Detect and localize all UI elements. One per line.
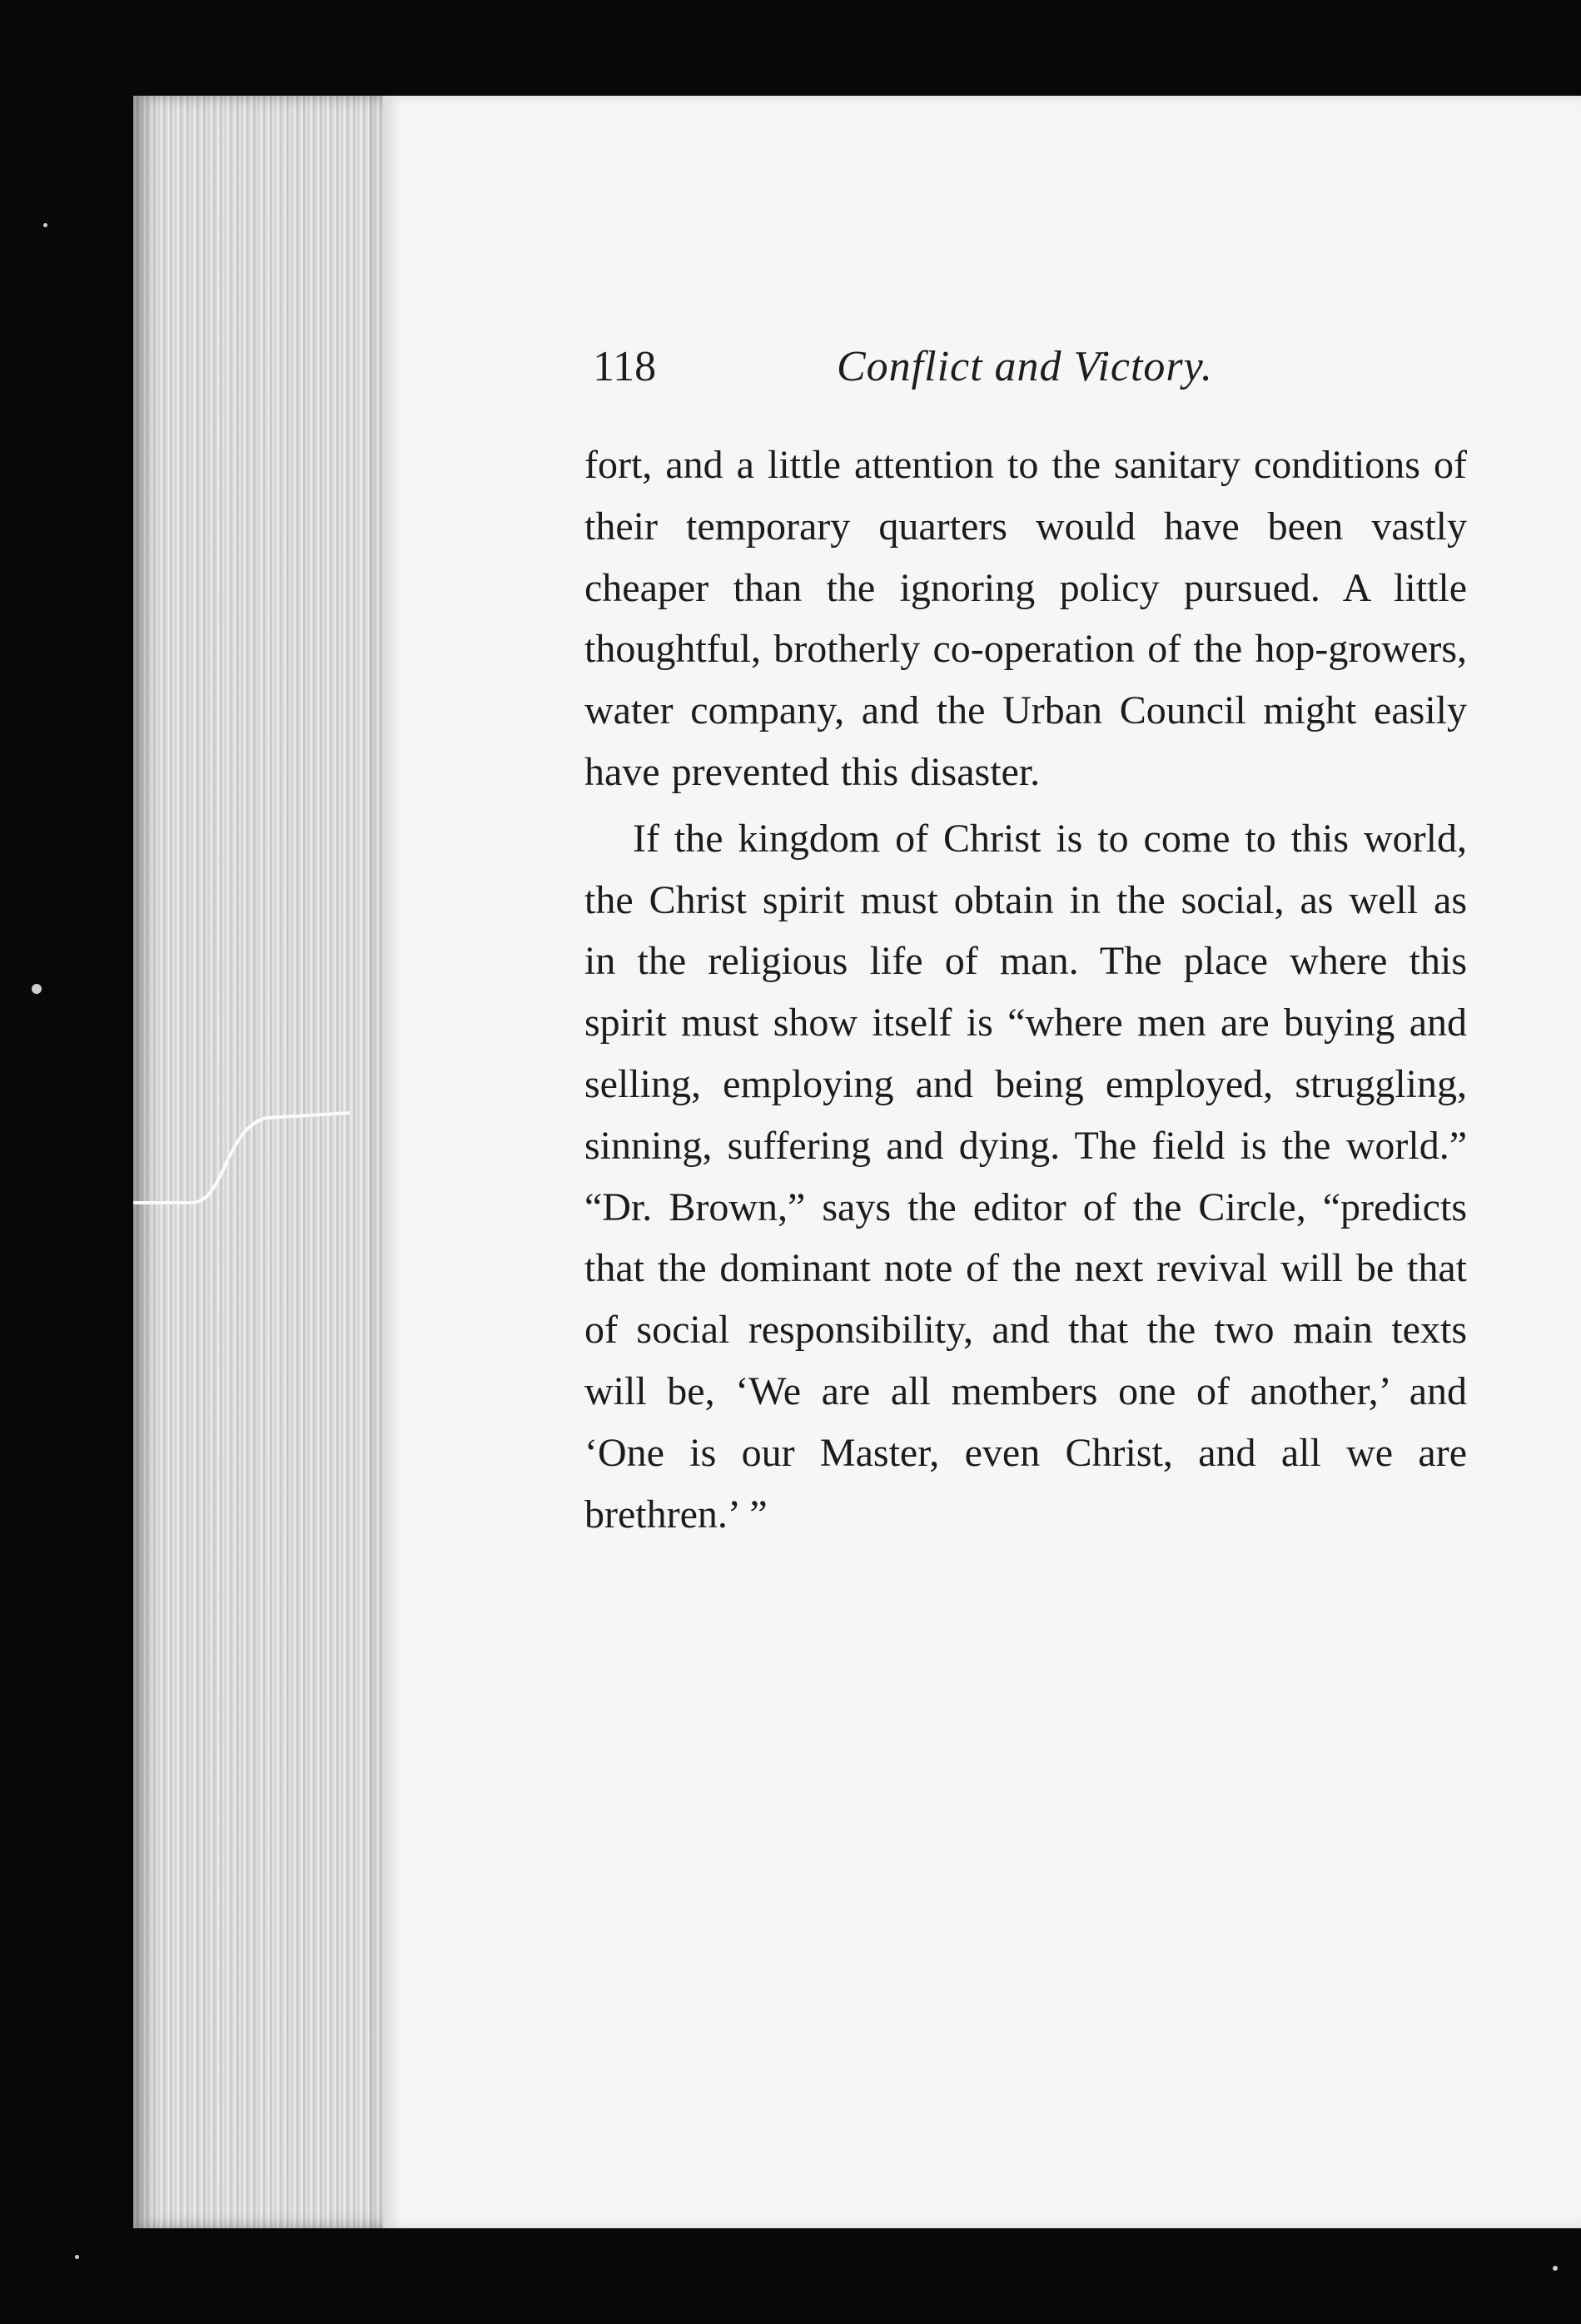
- page-tab-curve: [133, 1111, 350, 1211]
- dust-speck: [43, 223, 47, 227]
- dust-speck: [75, 2255, 79, 2259]
- page-number: 118: [593, 343, 657, 390]
- paragraph-kingdom-of-christ: If the kingdom of Christ is to come to this world, the Christ spirit must obtain in the social, as well as in the religious life of man. The place where this spirit must show itself is “where men are buying and selling, employing and being employed, struggling, sinning, suffering and dying. The field is the world.” “Dr. Brown,” says the editor of the Circle, “predicts that the dominant note of the next revival will be that of social responsibility, and that the two main texts will be, ‘We are all members one of another,’ and ‘One is our Master, even Christ, and all we are brethren.’ ”: [584, 816, 1467, 1537]
- running-head: [593, 338, 1242, 396]
- running-title: Conflict and Victory.: [837, 343, 1213, 390]
- paragraph-continuation: fort, and a little attention to the sanitary conditions of their temporary quarters would have been vastly cheaper than the ignoring policy pursued. A little thoughtful, brotherly co-operation of the hop-growers, water company, and the Urban Council might easily have prevented this disaster.: [584, 443, 1467, 794]
- dust-speck: [32, 984, 42, 994]
- dust-speck: [1553, 2266, 1558, 2271]
- body-text: [584, 435, 1467, 1545]
